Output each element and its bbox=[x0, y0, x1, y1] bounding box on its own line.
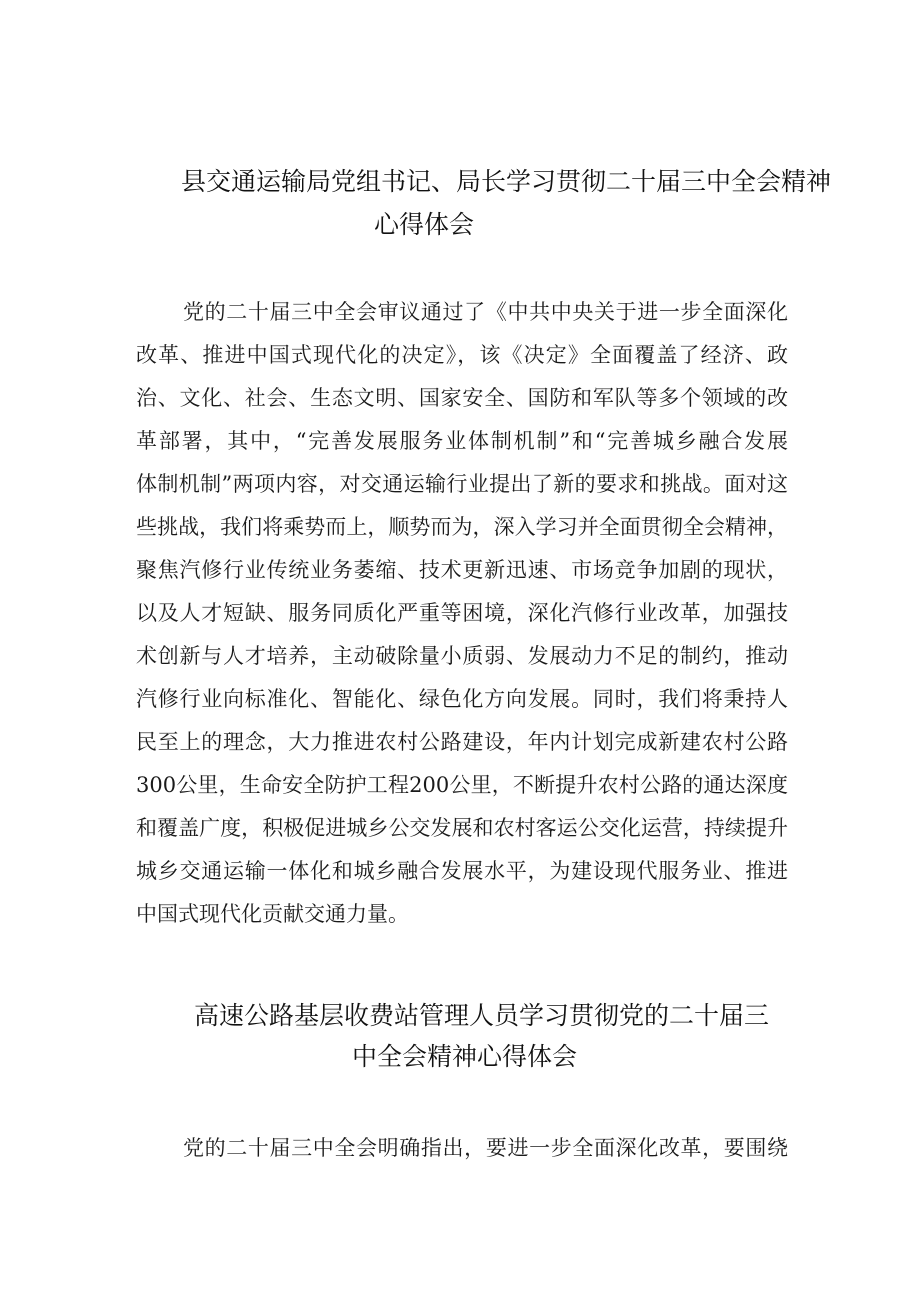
article-1-body-line: 中国式现代化贡献交通力量。 bbox=[136, 902, 409, 926]
article-1-body-line: 体制机制”两项内容，对交通运输行业提出了新的要求和挑战。面对这 bbox=[136, 472, 788, 496]
article-1-body-line: 党的二十届三中全会审议通过了《中共中央关于进一步全面深化 bbox=[183, 300, 788, 324]
article-1-body-line: 些挑战，我们将乘势而上，顺势而为，深入学习并全面贯彻全会精神， bbox=[136, 515, 788, 539]
article-1-body-line: 聚焦汽修行业传统业务萎缩、技术更新迅速、市场竞争加剧的现状， bbox=[136, 558, 788, 582]
article-1-body-line: 革部署，其中，“完善发展服务业体制机制”和“完善城乡融合发展 bbox=[136, 429, 788, 453]
article-1-body-line: 和覆盖广度，积极促进城乡公交发展和农村客运公交化运营，持续提升 bbox=[136, 816, 788, 840]
article-1-body-line: 改革、推进中国式现代化的决定》，该《决定》全面覆盖了经济、政 bbox=[136, 343, 788, 367]
article-2-title-line-1: 高速公路基层收费站管理人员学习贯彻党的二十届三 bbox=[194, 1001, 770, 1030]
article-2-title-line-2: 中全会精神心得体会 bbox=[352, 1042, 578, 1071]
article-1-body-line: 城乡交通运输一体化和城乡融合发展水平，为建设现代服务业、推进 bbox=[136, 859, 788, 883]
article-1-body-line: 术创新与人才培养，主动破除量小质弱、发展动力不足的制约，推动 bbox=[136, 644, 788, 668]
article-1-title-line-2: 心得体会 bbox=[374, 210, 475, 239]
article-1-body-line: 300公里，生命安全防护工程200公里，不断提升农村公路的通达深度 bbox=[136, 773, 788, 797]
article-2-body-line: 党的二十届三中全会明确指出，要进一步全面深化改革，要围绕 bbox=[183, 1136, 788, 1160]
article-1-body-line: 汽修行业向标准化、智能化、绿色化方向发展。同时，我们将秉持人 bbox=[136, 687, 788, 711]
article-1-title-line-1: 县交通运输局党组书记、局长学习贯彻二十届三中全会精神 bbox=[181, 167, 832, 196]
article-1-body-line: 民至上的理念，大力推进农村公路建设，年内计划完成新建农村公路 bbox=[136, 730, 788, 754]
article-1-body-line: 以及人才短缺、服务同质化严重等困境，深化汽修行业改革，加强技 bbox=[136, 601, 788, 625]
article-1-body-line: 治、文化、社会、生态文明、国家安全、国防和军队等多个领域的改 bbox=[136, 386, 788, 410]
